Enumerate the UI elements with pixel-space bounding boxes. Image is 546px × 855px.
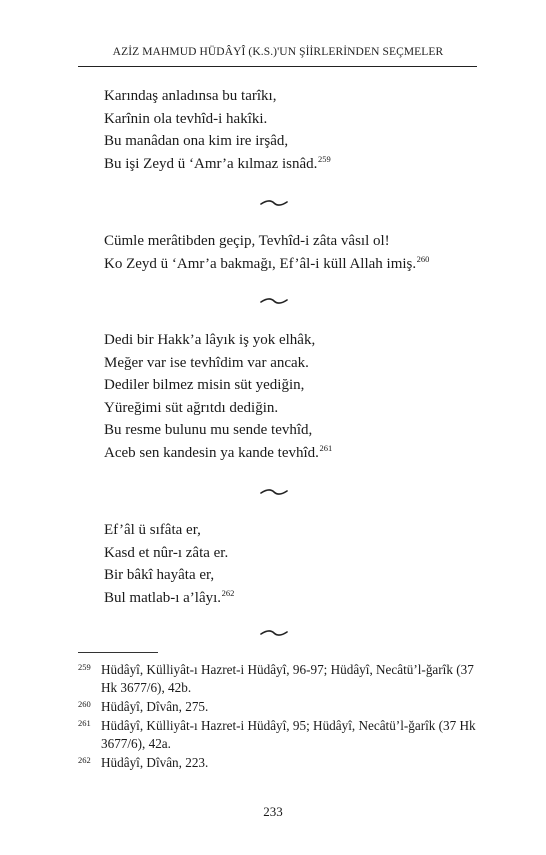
- footnote-ref[interactable]: 260: [416, 253, 430, 264]
- verse-line: Cümle merâtibden geçip, Tevhîd-i zâta vâsıl ol!: [104, 233, 390, 249]
- footnote-text: Hüdâyî, Dîvân, 223.: [101, 755, 209, 770]
- footnote-ref[interactable]: 261: [319, 442, 333, 453]
- verse-line: Meğer var ise tevhîdim var ancak.: [104, 354, 309, 371]
- running-header: AZİZ MAHMUD HÜDÂYÎ (K.S.)'UN ŞİİRLERİNDEN SEÇMELER: [112, 46, 444, 58]
- verse-line: Ko Zeyd ü ‘Amr’a bakmağı, Ef’âl-i küll Allah imiş.$^{260}$: [104, 253, 430, 272]
- footnote-text: Hüdâyî, Külliyât-ı Hazret-i Hüdâyî, 96-97; Hüdâyî, Necâtü’l-ğarîk (37 Hk 3677/6), 42b.: [101, 662, 474, 695]
- footnote-ref[interactable]: 262: [221, 587, 235, 598]
- stanza-4: [104, 519, 234, 609]
- footnote-ref[interactable]: 259: [317, 153, 331, 164]
- footnote-item: [78, 661, 480, 697]
- page-number: 233: [263, 804, 283, 819]
- footnote-item: [78, 754, 480, 772]
- footnote-item: [78, 717, 480, 753]
- tilde-ornament-icon: [259, 487, 289, 497]
- verse-line: Karînin ola tevhîd-i hakîki.: [104, 110, 268, 127]
- footnotes: [78, 661, 480, 773]
- footnote-number: 261: [78, 718, 91, 728]
- tilde-ornament-icon: [259, 198, 289, 208]
- verse-line: Karındaş anladınsa bu tarîkı,: [104, 88, 277, 104]
- footnote-text: Hüdâyî, Külliyât-ı Hazret-i Hüdâyî, 95; Hüdâyî, Necâtü’l-ğarîk (37 Hk 3677/6), 42a.: [101, 718, 476, 751]
- verse-line: Dedi bir Hakk’a lâyık iş yok elhâk,: [104, 332, 316, 348]
- verse-line: Bu resme bulunu mu sende tevhîd,: [104, 422, 313, 438]
- verse-line: Bu manâdan ona kim ire irşâd,: [104, 133, 289, 149]
- verse-line: Yüreğimi süt ağrıtdı dediğin.: [104, 399, 279, 416]
- verse-line: Bul matlab-ı a’lâyı.$^{262}$: [104, 587, 235, 606]
- footnote-number: 262: [78, 755, 91, 765]
- stanza-2: [104, 230, 429, 275]
- verse-line: Kasd et nûr-ı zâta er.: [104, 544, 229, 561]
- footnote-number: 260: [78, 699, 91, 709]
- stanza-1: [104, 85, 331, 175]
- verse-line: Dediler bilmez misin süt yediğin,: [104, 377, 305, 393]
- stanza-3: [104, 329, 332, 464]
- footnote-text: Hüdâyî, Dîvân, 275.: [101, 699, 209, 714]
- verse-line: Bu işi Zeyd ü ‘Amr’a kılmaz isnâd.$^{259}$: [104, 153, 331, 172]
- tilde-ornament-icon: [259, 628, 289, 638]
- tilde-ornament-icon: [259, 296, 289, 306]
- verse-line: Ef’âl ü sıfâta er,: [104, 522, 201, 538]
- footnote-rule: [78, 652, 158, 653]
- footnote-item: [78, 698, 480, 716]
- header-rule: [78, 66, 477, 67]
- footnote-number: 259: [78, 662, 91, 672]
- verse-line: Aceb sen kandesin ya kande tevhîd.$^{261}$: [104, 442, 333, 461]
- verse-line: Bir bâkî hayâta er,: [104, 567, 215, 583]
